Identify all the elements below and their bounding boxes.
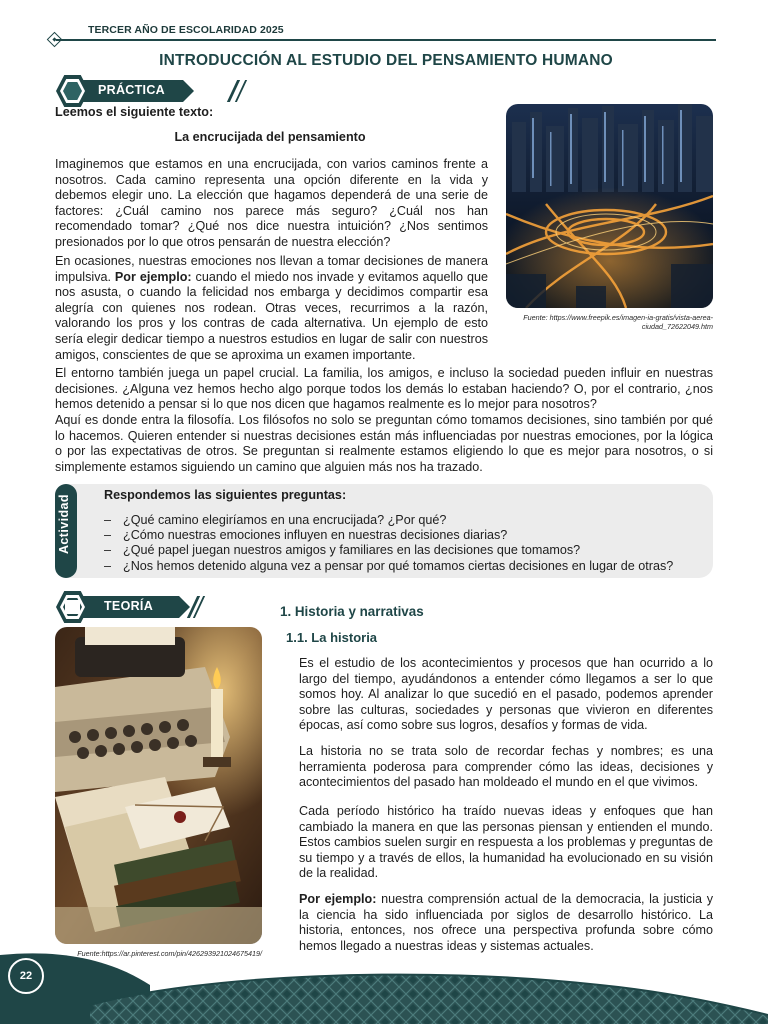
reading-paragraph-1: Imaginemos que estamos en una encrucijada, con varios caminos frente a nosotros. Cada camino representa una opción diferente en la vida y debemos elegir uno. La elección que hagamos dependerá de una serie de factores: ¿Cuál camino nos parece más seguro? ¿Cuál nos han recomendado tomar? ¿Qué nos dice nuestra intuición? ¿Nos sentimos presionados por lo que otros pensarán de nuestra elección? [55,157,488,249]
page-number: 22 [8,958,44,994]
page-title: INTRODUCCIÓN AL ESTUDIO DEL PENSAMIENTO HUMANO [159,52,613,69]
activity-question: – ¿Qué papel juegan nuestros amigos y familiares en las decisiones que tomamos? [104,543,581,558]
activity-title: Respondemos las siguientes preguntas: [104,488,347,502]
activity-question: – ¿Cómo nuestras emociones influyen en nuestras decisiones diarias? [104,528,508,543]
activity-tab-label: Actividad [57,494,71,554]
activity-question: – ¿Nos hemos detenido alguna vez a pensar por qué tomamos ciertas decisiones en lugar de otras? [104,558,674,573]
teoria-label: TEORÍA [104,599,154,613]
activity-question-list [104,513,673,574]
reading-intro: Leemos el siguiente texto: [55,105,214,119]
vintage-typewriter-image [55,627,262,944]
reading-paragraph-3: El entorno también juega un papel crucial. La familia, los amigos, e incluso la sociedad pueden influir en nuestras decisiones. ¿Alguna vez hemos hecho algo porque todos los demás lo estaban haciendo? O, por el contrario, ¿nos hemos detenido a pensar si lo que nos dicen que hagamos realmente es lo mejor para nosotros? [55,366,713,412]
practica-badge [56,78,206,104]
reading-title: La encrucijada del pensamiento [174,130,366,144]
reading-paragraph-2: En ocasiones, nuestras emociones nos llevan a tomar decisiones de manera impulsiva. Por ejemplo: cuando el miedo nos invade y evitamos aquello que nos asusta, o cuando la felicidad nos embarga y decidimos compartir esa alegría con quienes nos rodean. Otras veces, recurrimos a la razón, valorando los pros y los contras de cada alternativa. Un ejemplo de esto sería elegir dedicar tiempo a nuestros estudios en lugar de salir con nuestros amigos, conscientes de que se aproxima un examen importante. [55,254,488,362]
reading-paragraph-4: Aquí es donde entra la filosofía. Los filósofos no solo se preguntan cómo tomamos decisiones, sino también por qué lo hacemos. Quieren entender si nuestras decisiones están más influenciadas por nuestras emociones, por la lógica o por las expectativas de otros. Se preguntan si realmente estamos eligiendo lo que es mejor para nosotros, o si simplemente estamos siguiendo un camino que alguien más nos ha trazado. [55,413,713,474]
theory-paragraph-2: La historia no se trata solo de recordar fechas y nombres; es una herramienta poderosa para comprender cómo las ideas, decisiones y acontecimientos del pasado han moldeado el mundo en el que vivimos. [299,744,713,790]
subsection-heading: 1.1. La historia [286,630,378,645]
theory-paragraph-1: Es el estudio de los acontecimientos y procesos que han ocurrido a lo largo del tiempo, ayudándonos a entender cómo llegamos a ser lo que somos hoy. Al analizar lo que sucedió en el pasado, podemos aprender sobre las culturas, sociedades y personas que vivieron en diferentes épocas, así como sobre sus logros, desafíos y formas de vida. [299,656,713,733]
footer-decoration [0,945,768,1024]
teoria-badge [56,594,206,620]
theory-paragraph-3: Cada período histórico ha traído nuevas ideas y enfoques que han cambiado la manera en que las personas piensan y entienden el mundo. Estos cambios suelen surgir en respuesta a los problemas y preguntas de su tiempo y a través de ellos, la humanidad ha evolucionado en su visión de la realidad. [299,804,713,881]
section-heading: 1. Historia y narrativas [280,604,424,619]
header-rule [56,39,716,41]
activity-question: – ¿Qué camino elegiríamos en una encrucijada? ¿Por qué? [104,513,447,527]
vintage-image-source: Fuente:https://ar.pinterest.com/pin/426293921024675419/ [77,949,262,958]
practica-label: PRÁCTICA [98,83,165,97]
theory-paragraph-4: Por ejemplo: nuestra comprensión actual de la democracia, la justicia y la ciencia ha sido influenciada por siglos de desarrollo histórico. La historia, entonces, nos ofrece una perspectiva profunda sobre cómo hemos llegado a nuestras ideas y sistemas actuales. [299,892,714,953]
grade-label: TERCER AÑO DE ESCOLARIDAD 2025 [88,24,284,36]
city-aerial-image [506,104,713,308]
city-image-source: Fuente: https://www.freepik.es/imagen-ia-gratis/vista-aerea-ciudad_72622049.htm [523,313,713,331]
